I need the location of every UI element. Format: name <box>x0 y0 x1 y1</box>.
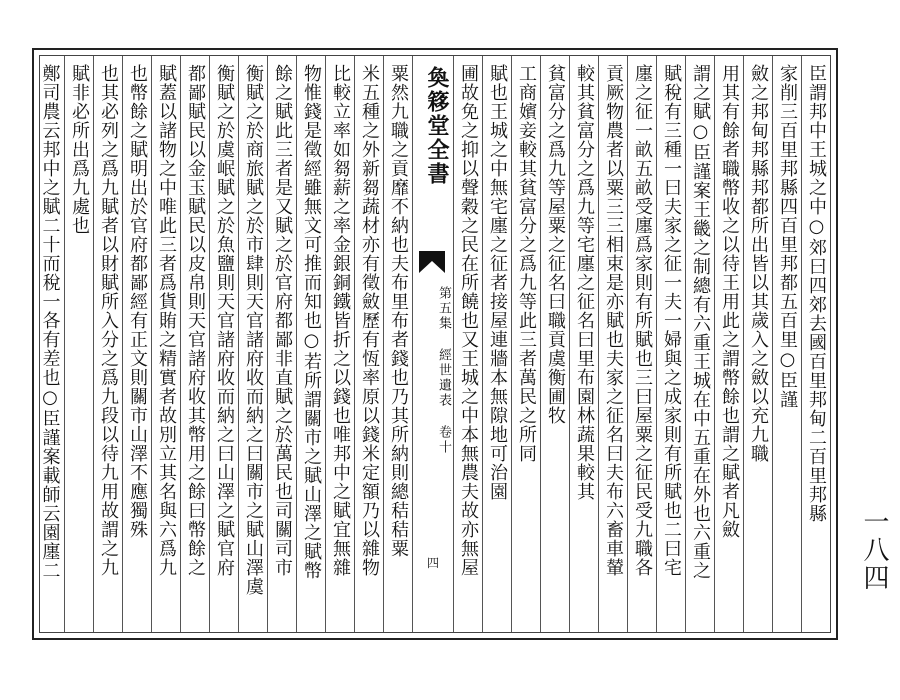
text-column: 粟然九職之貢靡不納也夫布里布者錢也乃其所納則總秸秸粟 <box>383 56 412 632</box>
text-column: 鄭司農云邦中之賦二十而稅一各有差也○臣謹案載師云園廛二 <box>39 64 61 580</box>
folio-number: 四 <box>426 556 439 570</box>
text-column: 賦稅有三種一曰夫家之征一夫一婦與之成家則有所賦也二曰宅 <box>656 56 685 632</box>
text-column: 貧富分之爲九等屋粟之征名曰職貢虞衡圃牧 <box>540 56 569 632</box>
text-column: 較其貧富分之爲九等宅廛之征名曰里布園林蔬果較其 <box>569 56 598 632</box>
text-column: 也幣餘之賦明出於官府都鄙經有正文則關市山澤不應獨殊 <box>122 56 151 632</box>
text-column: 米五種之外新芻蔬材亦有徵斂歷有恆率原以錢米定額乃以雜物 <box>354 56 383 632</box>
text-column: 賦蓋以諸物之中唯此三者爲貨賄之精實者故別立其名與六爲九 <box>151 56 180 632</box>
text-column: 衡賦之於虞岷賦之於魚鹽則天官諸府收而納之曰山澤之賦官府 <box>209 56 238 632</box>
text-column: 比較立率如芻薪之率金銀銅鐵皆折之以錢也唯邦中之賦宜無雜 <box>325 56 354 632</box>
text-column: 餘之賦此三者是又賦之於官府都鄙非直賦之於萬民也司關司市 <box>267 56 296 632</box>
text-column: 廛之征一畝五畝受廛爲家則有所賦也三曰屋粟之征民受九職各 <box>627 56 656 632</box>
text-column: 也其必列之爲九賦者以財賦所入分之爲九段以待九用故謂之九 <box>93 56 122 632</box>
center-fold <box>412 56 453 632</box>
text-column: 謂之賦○臣謹案王畿之制總有六重王城在中五重在外也六重之 <box>685 56 714 632</box>
text-column: 賦也王城之中無宅廛之征者接屋連牆本無隙地可治園 <box>482 56 511 632</box>
text-column: 圃故免之抑以聲穀之民在所饒也又王城之中本無農夫故亦無屋 <box>453 56 482 632</box>
book-title: 奐簃堂全書 <box>424 66 450 186</box>
text-column: 臣謂邦中王城之中○郊曰四郊去國百里邦甸二百里邦縣 <box>801 56 830 632</box>
text-column: 用其有餘者職幣收之以待王用此之謂幣餘也謂之賦者凡斂 <box>714 56 743 632</box>
fish-tail-ornament-icon <box>419 251 445 273</box>
text-column: 貢厥物農者以粟三三相束是亦賦也夫家之征名曰夫布六畜車輦 <box>598 56 627 632</box>
text-column: 家削三百里邦縣四百里邦都五百里○臣謹 <box>772 56 801 632</box>
text-column: 都鄙賦民以金玉賦民以皮帛則天官諸府收其幣用之餘曰幣餘之 <box>180 56 209 632</box>
text-body <box>39 55 831 633</box>
text-column: 賦非必所出爲九處也 <box>64 56 93 632</box>
text-column: 物惟錢是徵經雖無文可推而知也○若所謂關市之賦山澤之賦幣 <box>296 56 325 632</box>
page-frame <box>32 48 838 640</box>
text-column: 衡賦之於商旅賦之於市肆則天官諸府收而納之曰關市之賦山澤虞 <box>238 56 267 632</box>
text-column: 斂之邦甸邦縣邦都所出皆以其歲入之斂以充九職 <box>743 56 772 632</box>
volume-subtitle: 第五集 經世遺表 卷十 <box>436 286 451 455</box>
side-page-number: 一八四 <box>859 508 889 592</box>
text-column: 工商嬪妾較其貧富分之爲九等此三者萬民之所同 <box>511 56 540 632</box>
